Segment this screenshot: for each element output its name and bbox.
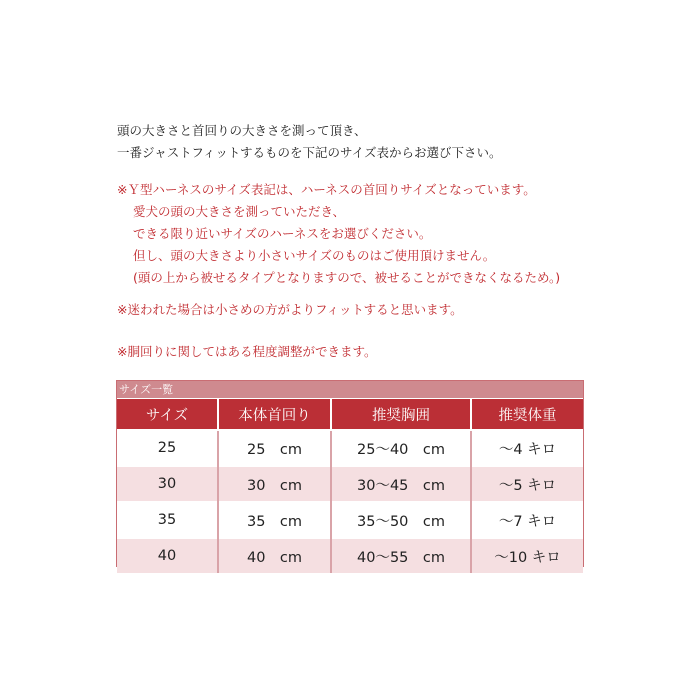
cell-neck: 35 cm — [218, 502, 331, 538]
intro-text — [117, 120, 502, 164]
table-row — [117, 502, 583, 538]
header-neck: 本体首回り — [218, 399, 331, 430]
table-row — [117, 430, 583, 466]
cell-neck: 25 cm — [218, 430, 331, 466]
header-chest: 推奨胸囲 — [331, 399, 471, 430]
note-line-4: 但し、頭の大きさより小さいサイズのものはご使用頂けません。 — [133, 248, 496, 263]
cell-chest: 35～50 cm — [331, 502, 471, 538]
cell-chest: 30～45 cm — [331, 466, 471, 502]
intro-line-2: 一番ジャストフィットするものを下記のサイズ表からお選び下さい。 — [117, 145, 502, 160]
cell-size: 35 — [117, 502, 218, 538]
size-table — [116, 380, 584, 567]
fit-advice-note: ※迷われた場合は小さめの方がよりフィットすると思います。 — [117, 302, 463, 317]
size-table-caption: サイズ一覧 — [117, 381, 583, 399]
cell-size: 30 — [117, 466, 218, 502]
table-row — [117, 466, 583, 502]
note-line-5: (頭の上から被せるタイプとなりますので、被せることができなくなるため。) — [133, 270, 561, 285]
cell-neck: 30 cm — [218, 466, 331, 502]
intro-line-1: 頭の大きさと首回りの大きさを測って頂き、 — [117, 123, 367, 138]
cell-neck: 40 cm — [218, 538, 331, 573]
cell-chest: 40～55 cm — [331, 538, 471, 573]
girth-adjust-note: ※胴回りに関してはある程度調整ができます。 — [117, 344, 377, 359]
cell-chest: 25～40 cm — [331, 430, 471, 466]
note-line-1: ※Ｙ型ハーネスのサイズ表記は、ハーネスの首回りサイズとなっています。 — [117, 182, 536, 197]
note-line-3: できる限り近いサイズのハーネスをお選びください。 — [133, 226, 432, 241]
header-weight: 推奨体重 — [471, 399, 583, 430]
cell-weight: ～4 キロ — [471, 430, 583, 466]
cell-weight: ～10 キロ — [471, 538, 583, 573]
cell-size: 25 — [117, 430, 218, 466]
table-header-row — [117, 399, 583, 430]
size-table-grid — [117, 399, 583, 573]
harness-size-note — [117, 179, 560, 289]
table-row — [117, 538, 583, 573]
cell-weight: ～5 キロ — [471, 466, 583, 502]
header-size: サイズ — [117, 399, 218, 430]
cell-weight: ～7 キロ — [471, 502, 583, 538]
note-line-2: 愛犬の頭の大きさを測っていただき、 — [133, 204, 346, 219]
cell-size: 40 — [117, 538, 218, 573]
